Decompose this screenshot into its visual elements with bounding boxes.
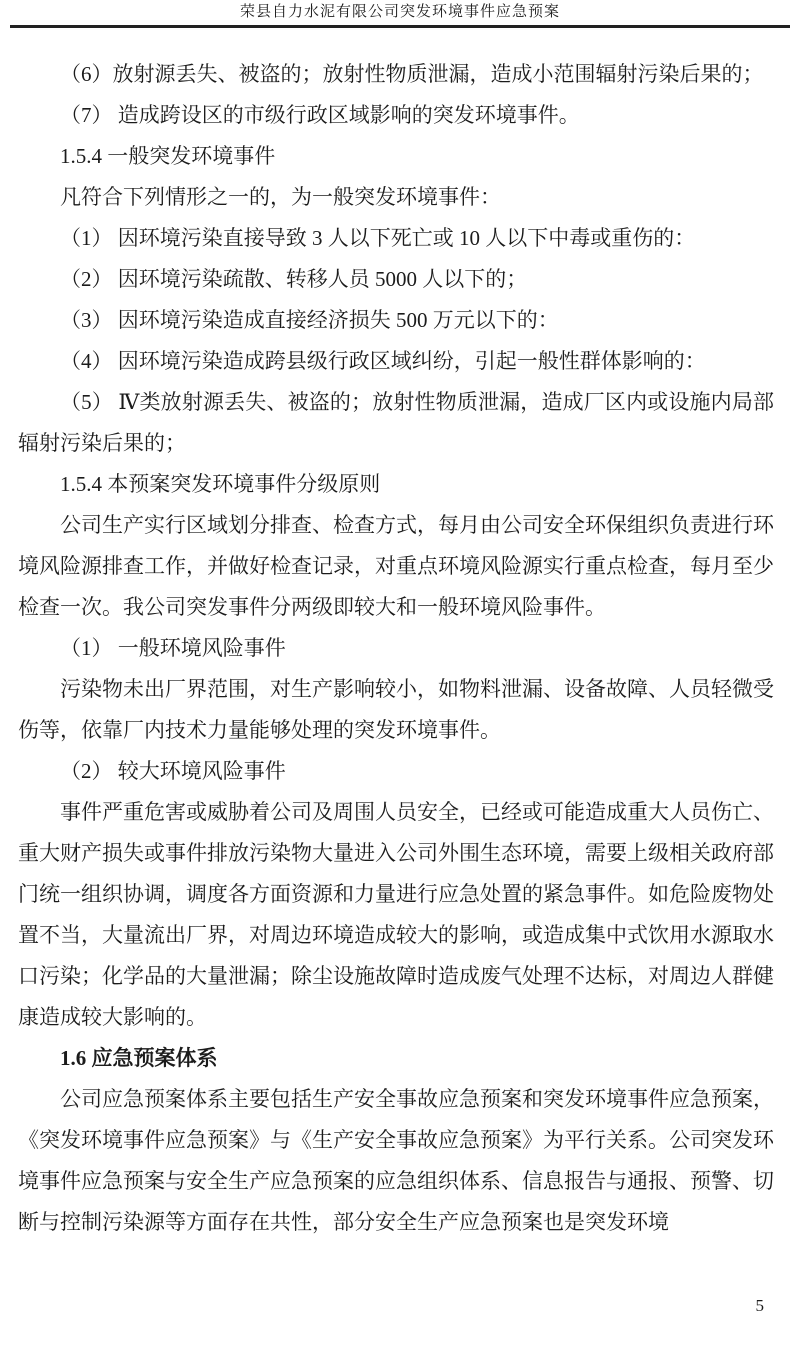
paragraph-item-3: （3） 因环境污染造成直接经济损失 500 万元以下的：	[60, 308, 559, 332]
paragraph-general-risk-description: 污染物未出厂界范围，对生产影响较小，如物料泄漏、设备故障、人员轻微受伤等，依靠厂内技术力量能够处理的突发环境事件。	[18, 677, 774, 742]
paragraph-item-1: （1） 因环境污染直接导致 3 人以下死亡或 10 人以下中毒或重伤的：	[60, 226, 696, 250]
paragraph-plan-system-description: 公司应急预案体系主要包括生产安全事故应急预案和突发环境事件应急预案，《突发环境事件应急预案》与《生产安全事故应急预案》为平行关系。公司突发环境事件应急预案与安全生产应急预案的应急组织体系、信息报告与通报、预警、切断与控制污染源等方面存在共性，部分安全生产应急预案也是突发环境	[18, 1087, 774, 1234]
paragraph-inspection-policy: 公司生产实行区域划分排查、检查方式，每月由公司安全环保组织负责进行环境风险源排查工作，并做好检查记录，对重点环境风险源实行重点检查，每月至少检查一次。我公司突发事件分两级即较大和一般环境风险事件。	[18, 513, 774, 619]
document-body	[0, 28, 800, 1243]
paragraph-item-6: （6）放射源丢失、被盗的；放射性物质泄漏，造成小范围辐射污染后果的；	[60, 62, 764, 86]
heading-1-6-plan-system: 1.6 应急预案体系	[60, 1046, 218, 1070]
paragraph-major-risk-description: 事件严重危害或威胁着公司及周围人员安全，已经或可能造成重大人员伤亡、重大财产损失或事件排放污染物大量进入公司外围生态环境，需要上级相关政府部门统一组织协调，调度各方面资源和力量进行应急处置的紧急事件。如危险废物处置不当，大量流出厂界，对周边环境造成较大的影响，或造成集中式饮用水源取水口污染；化学品的大量泄漏；除尘设施故障时造成废气处理不达标，对周边人群健康造成较大影响的。	[18, 800, 774, 1029]
header-title: 荣县自力水泥有限公司突发环境事件应急预案	[239, 4, 560, 20]
paragraph-item-5: （5） Ⅳ类放射源丢失、被盗的；放射性物质泄漏，造成厂区内或设施内局部辐射污染后果的；	[18, 390, 774, 455]
heading-item-1-general-risk: （1） 一般环境风险事件	[60, 636, 286, 660]
paragraph-item-4: （4） 因环境污染造成跨县级行政区域纠纷，引起一般性群体影响的：	[60, 349, 706, 373]
page-header	[0, 0, 800, 28]
paragraph-general-intro: 凡符合下列情形之一的，为一般突发环境事件：	[60, 185, 501, 209]
page-number: 5	[755, 1296, 764, 1315]
heading-1-5-4-grading-principle: 1.5.4 本预案突发环境事件分级原则	[60, 472, 381, 496]
paragraph-item-7: （7） 造成跨设区的市级行政区域影响的突发环境事件。	[60, 103, 580, 127]
heading-1-5-4-general-incident: 1.5.4 一般突发环境事件	[60, 144, 276, 168]
heading-item-2-major-risk: （2） 较大环境风险事件	[60, 759, 286, 783]
paragraph-item-2: （2） 因环境污染疏散、转移人员 5000 人以下的；	[60, 267, 528, 291]
